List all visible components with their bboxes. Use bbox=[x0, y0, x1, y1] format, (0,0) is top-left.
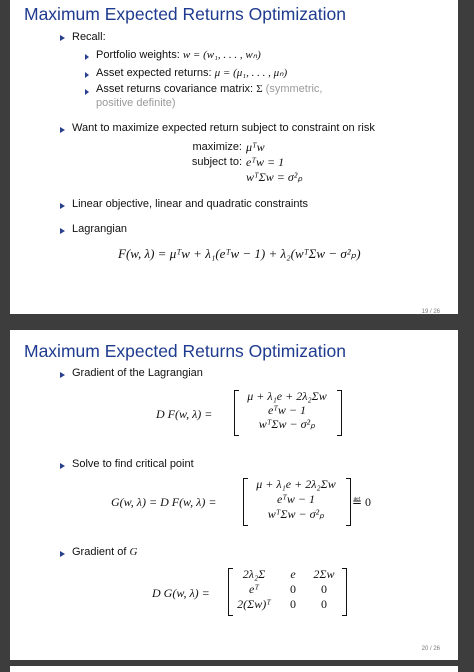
slide-title: Maximum Expected Returns Optimization bbox=[24, 341, 346, 361]
g-row-1: μ + λ₁e + 2λ₂Σw bbox=[256, 477, 336, 491]
slide-title: Maximum Expected Returns Optimization bbox=[24, 4, 346, 24]
bullet-icon bbox=[60, 228, 65, 234]
dg-cell: e bbox=[290, 567, 296, 581]
matrix-bracket-right bbox=[346, 478, 351, 526]
page-number: 20 / 26 bbox=[421, 646, 440, 652]
portfolio-weights-item bbox=[96, 48, 261, 61]
opt-subject-label: subject to: bbox=[191, 156, 242, 168]
matrix-bracket-right bbox=[342, 568, 347, 616]
dg-cell: 0 bbox=[290, 582, 296, 596]
page-number: 19 / 26 bbox=[421, 309, 440, 315]
portfolio-weights-math: w = (w₁, . . . , wₙ) bbox=[182, 49, 261, 61]
opt-constraint-1: eᵀw = 1 bbox=[246, 155, 285, 169]
expected-returns-item bbox=[96, 66, 287, 79]
opt-objective: μᵀw bbox=[246, 140, 265, 154]
df-row-1: μ + λ₁e + 2λ₂Σw bbox=[247, 389, 327, 403]
df-lhs: D F(w, λ) = bbox=[156, 407, 213, 421]
opt-maximize-label: maximize: bbox=[192, 141, 242, 153]
g-lhs: G(w, λ) = D F(w, λ) = bbox=[111, 495, 217, 509]
dg-cell: eᵀ bbox=[249, 582, 259, 596]
matrix-bracket-right bbox=[337, 390, 342, 436]
dg-cell: 0 bbox=[290, 597, 296, 611]
covariance-note-cont: positive definite) bbox=[96, 97, 176, 109]
df-row-3: wᵀΣw − σ²ₚ bbox=[258, 417, 316, 431]
slide-19 bbox=[10, 0, 458, 314]
bullet-icon bbox=[60, 127, 65, 133]
dg-cell: 2(Σw)ᵀ bbox=[237, 597, 271, 611]
expected-returns-label: Asset expected returns: bbox=[96, 67, 212, 79]
gradient-lagrangian-bullet: Gradient of the Lagrangian bbox=[72, 367, 203, 379]
bullet-icon bbox=[60, 35, 65, 41]
linear-bullet: Linear objective, linear and quadratic constraints bbox=[72, 198, 309, 210]
dg-cell: 2Σw bbox=[313, 567, 335, 581]
dg-lhs: D G(w, λ) = bbox=[152, 586, 210, 600]
portfolio-weights-label: Portfolio weights: bbox=[96, 49, 180, 61]
expected-returns-math: μ = (μ₁, . . . , μₙ) bbox=[214, 67, 288, 79]
gradient-g-bullet bbox=[72, 546, 137, 558]
g-rhs: ≝ 0 bbox=[352, 495, 372, 509]
lagrangian-equation: F(w, λ) = μᵀw + λ₁(eᵀw − 1) + λ₂(wᵀΣw − σ²ₚ) bbox=[118, 246, 361, 261]
lagrangian-bullet: Lagrangian bbox=[72, 223, 128, 235]
opt-constraint-2: wᵀΣw = σ²ₚ bbox=[246, 170, 303, 184]
sub-bullet-icon bbox=[85, 54, 89, 60]
next-slide-edge bbox=[10, 666, 458, 672]
gradient-g-symbol: G bbox=[129, 546, 138, 558]
gradient-g-label: Gradient of bbox=[72, 546, 130, 558]
recall-label: Recall: bbox=[72, 31, 106, 43]
sub-bullet-icon bbox=[85, 89, 89, 95]
covariance-math: Σ bbox=[256, 83, 263, 95]
covariance-item bbox=[96, 83, 322, 95]
bullet-icon bbox=[60, 551, 65, 557]
dg-cell: 0 bbox=[321, 597, 327, 611]
df-row-2: eᵀw − 1 bbox=[267, 403, 307, 417]
solve-bullet: Solve to find critical point bbox=[72, 458, 194, 470]
want-bullet: Want to maximize expected return subject to constraint on risk bbox=[72, 122, 375, 134]
bullet-icon bbox=[60, 203, 65, 209]
dg-cell: 2λ₂Σ bbox=[242, 567, 266, 581]
g-row-3: wᵀΣw − σ²ₚ bbox=[267, 507, 325, 521]
dg-cell: 0 bbox=[321, 582, 327, 596]
bullet-icon bbox=[60, 372, 65, 378]
slide-20 bbox=[10, 330, 458, 660]
covariance-label: Asset returns covariance matrix: bbox=[96, 83, 254, 95]
covariance-note: (symmetric, bbox=[265, 83, 323, 95]
g-row-2: eᵀw − 1 bbox=[276, 492, 316, 506]
bullet-icon bbox=[60, 463, 65, 469]
sub-bullet-icon bbox=[85, 72, 89, 78]
